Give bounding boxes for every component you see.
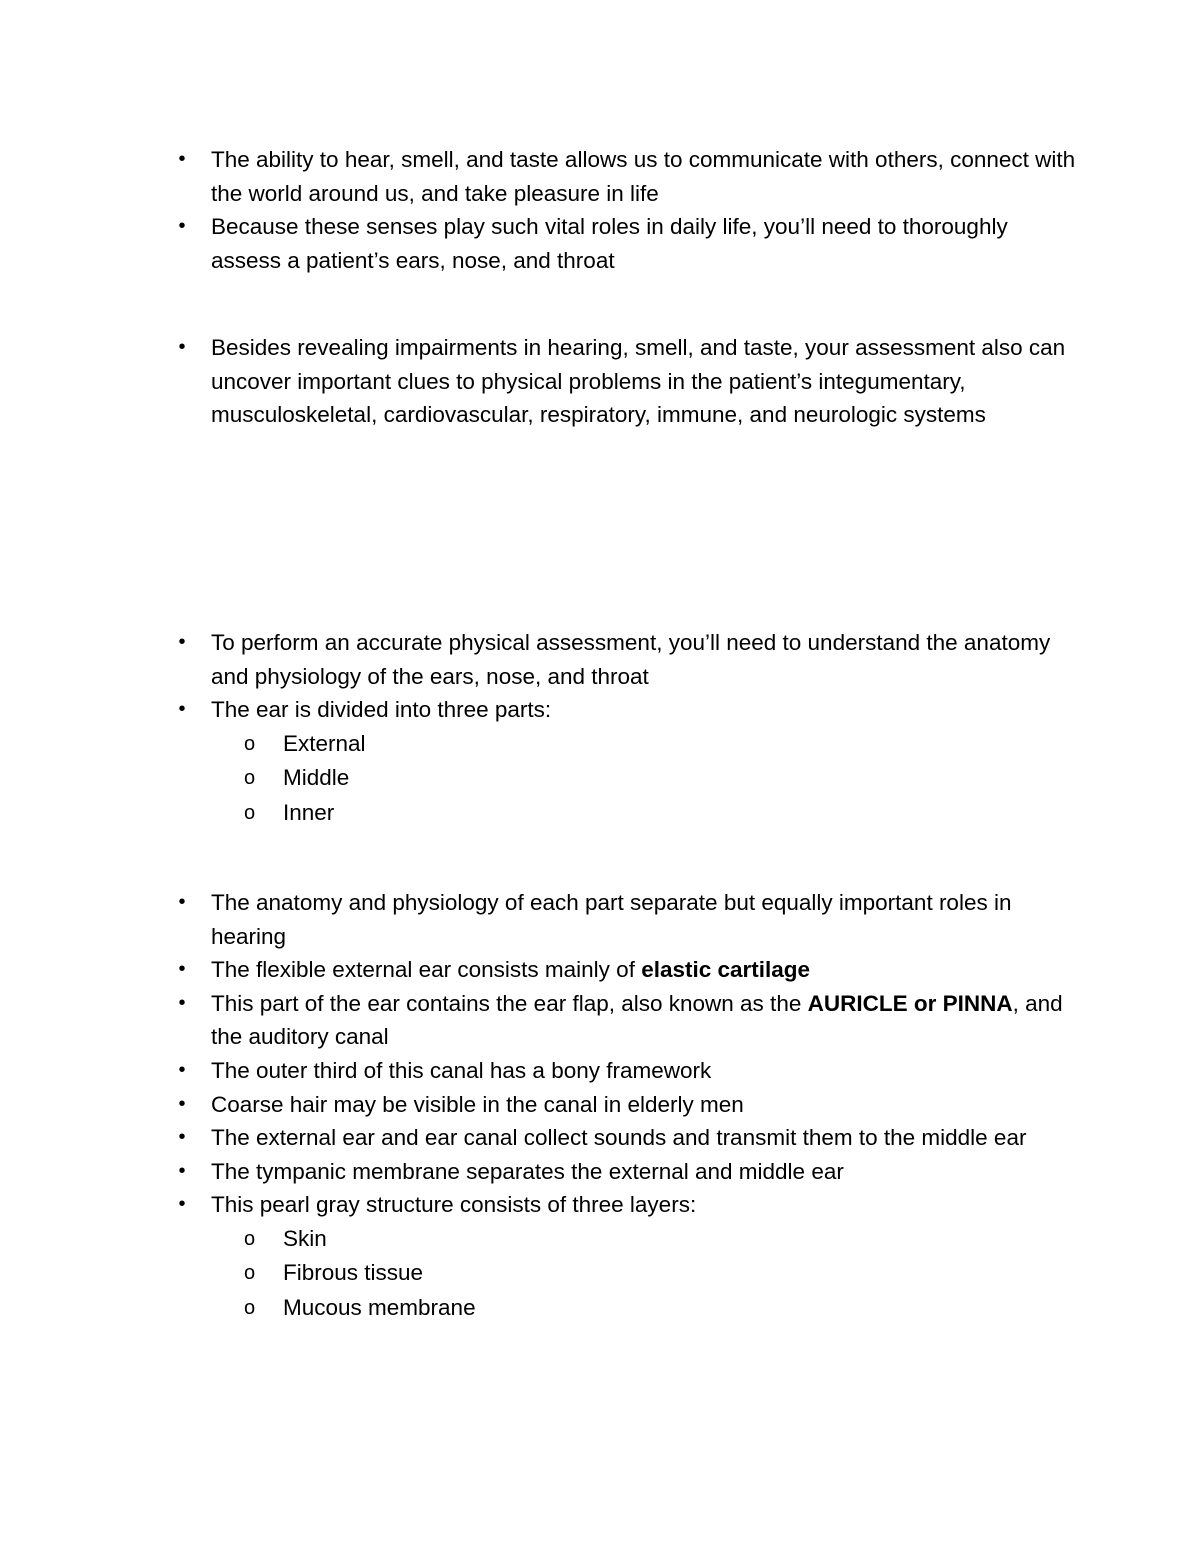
bullet-icon: • bbox=[178, 1126, 186, 1149]
section-assessment bbox=[0, 331, 1200, 432]
bold-term: elastic cartilage bbox=[641, 957, 811, 983]
circle-bullet-icon: o bbox=[244, 732, 256, 755]
list-item-text: The external ear and ear canal collect sounds and transmit them to the middle ear bbox=[211, 1125, 1027, 1151]
circle-bullet-icon: o bbox=[244, 1227, 256, 1250]
sub-list-item-text: Mucous membrane bbox=[283, 1294, 476, 1320]
list-item bbox=[0, 331, 1200, 432]
section-intro bbox=[0, 143, 1200, 277]
list-item-text: The ability to hear, smell, and taste allows us to communicate with others, connect with the world around us, and take pleasure in life bbox=[211, 147, 1076, 206]
list-item bbox=[0, 1121, 1200, 1155]
sub-list-item-text: Inner bbox=[283, 799, 335, 825]
list-item bbox=[0, 1188, 1200, 1222]
sub-list-item bbox=[0, 727, 1200, 762]
list-item-text: Coarse hair may be visible in the canal in elderly men bbox=[211, 1091, 744, 1117]
list-item bbox=[0, 143, 1200, 210]
sub-list-item bbox=[0, 1291, 1200, 1326]
bullet-icon: • bbox=[178, 958, 186, 981]
list-item bbox=[0, 1155, 1200, 1189]
circle-bullet-icon: o bbox=[244, 1296, 256, 1319]
bullet-icon: • bbox=[178, 891, 186, 913]
list-item-text: Besides revealing impairments in hearing, smell, and taste, your assessment also can uncover important clues to physical problems in the patient’s integumentary, musculoskeletal, cardiovascular, respiratory, immune, and neurologic systems bbox=[211, 335, 1066, 428]
list-item-text-part: This part of the ear contains the ear flap, also known as the bbox=[211, 990, 808, 1016]
bullet-icon: • bbox=[178, 148, 186, 170]
list-item bbox=[0, 987, 1200, 1054]
list-item-text bbox=[211, 987, 1080, 1054]
circle-bullet-icon: o bbox=[244, 1262, 256, 1285]
list-item-text: Because these senses play such vital roles in daily life, you’ll need to thoroughly assess a patient’s ears, nose, and throat bbox=[211, 214, 1008, 273]
sub-list-item-text: Middle bbox=[283, 765, 350, 791]
list-item bbox=[0, 886, 1200, 953]
list-item bbox=[0, 953, 1200, 987]
sub-list-item bbox=[0, 796, 1200, 831]
list-item-text: The ear is divided into three parts: bbox=[211, 697, 552, 723]
bullet-icon: • bbox=[178, 1193, 186, 1216]
list-item bbox=[0, 210, 1200, 277]
list-item-text: The tympanic membrane separates the external and middle ear bbox=[211, 1158, 844, 1184]
sub-list-item-text: Fibrous tissue bbox=[283, 1260, 424, 1286]
sub-list-item-text: Skin bbox=[283, 1225, 327, 1251]
bullet-icon: • bbox=[178, 215, 186, 238]
list-item-text-part: The flexible external ear consists mainly of bbox=[211, 957, 642, 983]
bullet-icon: • bbox=[178, 1159, 186, 1182]
list-item bbox=[0, 693, 1200, 727]
sub-list-item bbox=[0, 1256, 1200, 1291]
sub-list-item-text: External bbox=[283, 730, 366, 756]
sub-list-item bbox=[0, 761, 1200, 796]
list-item-text: The outer third of this canal has a bony framework bbox=[211, 1057, 712, 1083]
list-item-text-part: , and the auditory canal bbox=[211, 990, 1063, 1050]
list-item-text bbox=[211, 953, 1080, 987]
sub-list-item bbox=[0, 1222, 1200, 1257]
circle-bullet-icon: o bbox=[244, 767, 256, 790]
bullet-icon: • bbox=[178, 698, 186, 721]
bullet-icon: • bbox=[178, 336, 186, 358]
section-anatomy bbox=[0, 626, 1200, 830]
bullet-icon: • bbox=[178, 991, 186, 1014]
list-item-text: This pearl gray structure consists of three layers: bbox=[211, 1192, 697, 1218]
list-item bbox=[0, 1088, 1200, 1122]
list-item-text: The anatomy and physiology of each part separate but equally important roles in hearing bbox=[211, 890, 1012, 949]
bullet-icon: • bbox=[178, 631, 186, 653]
bold-term: AURICLE or PINNA bbox=[807, 990, 1013, 1016]
bullet-icon: • bbox=[178, 1058, 186, 1081]
list-item bbox=[0, 1054, 1200, 1088]
circle-bullet-icon: o bbox=[244, 801, 256, 824]
bullet-icon: • bbox=[178, 1092, 186, 1115]
list-item bbox=[0, 626, 1200, 693]
section-external-ear bbox=[0, 886, 1200, 1325]
list-item-text: To perform an accurate physical assessment, you’ll need to understand the anatomy and physiology of the ears, nose, and throat bbox=[211, 630, 1051, 689]
